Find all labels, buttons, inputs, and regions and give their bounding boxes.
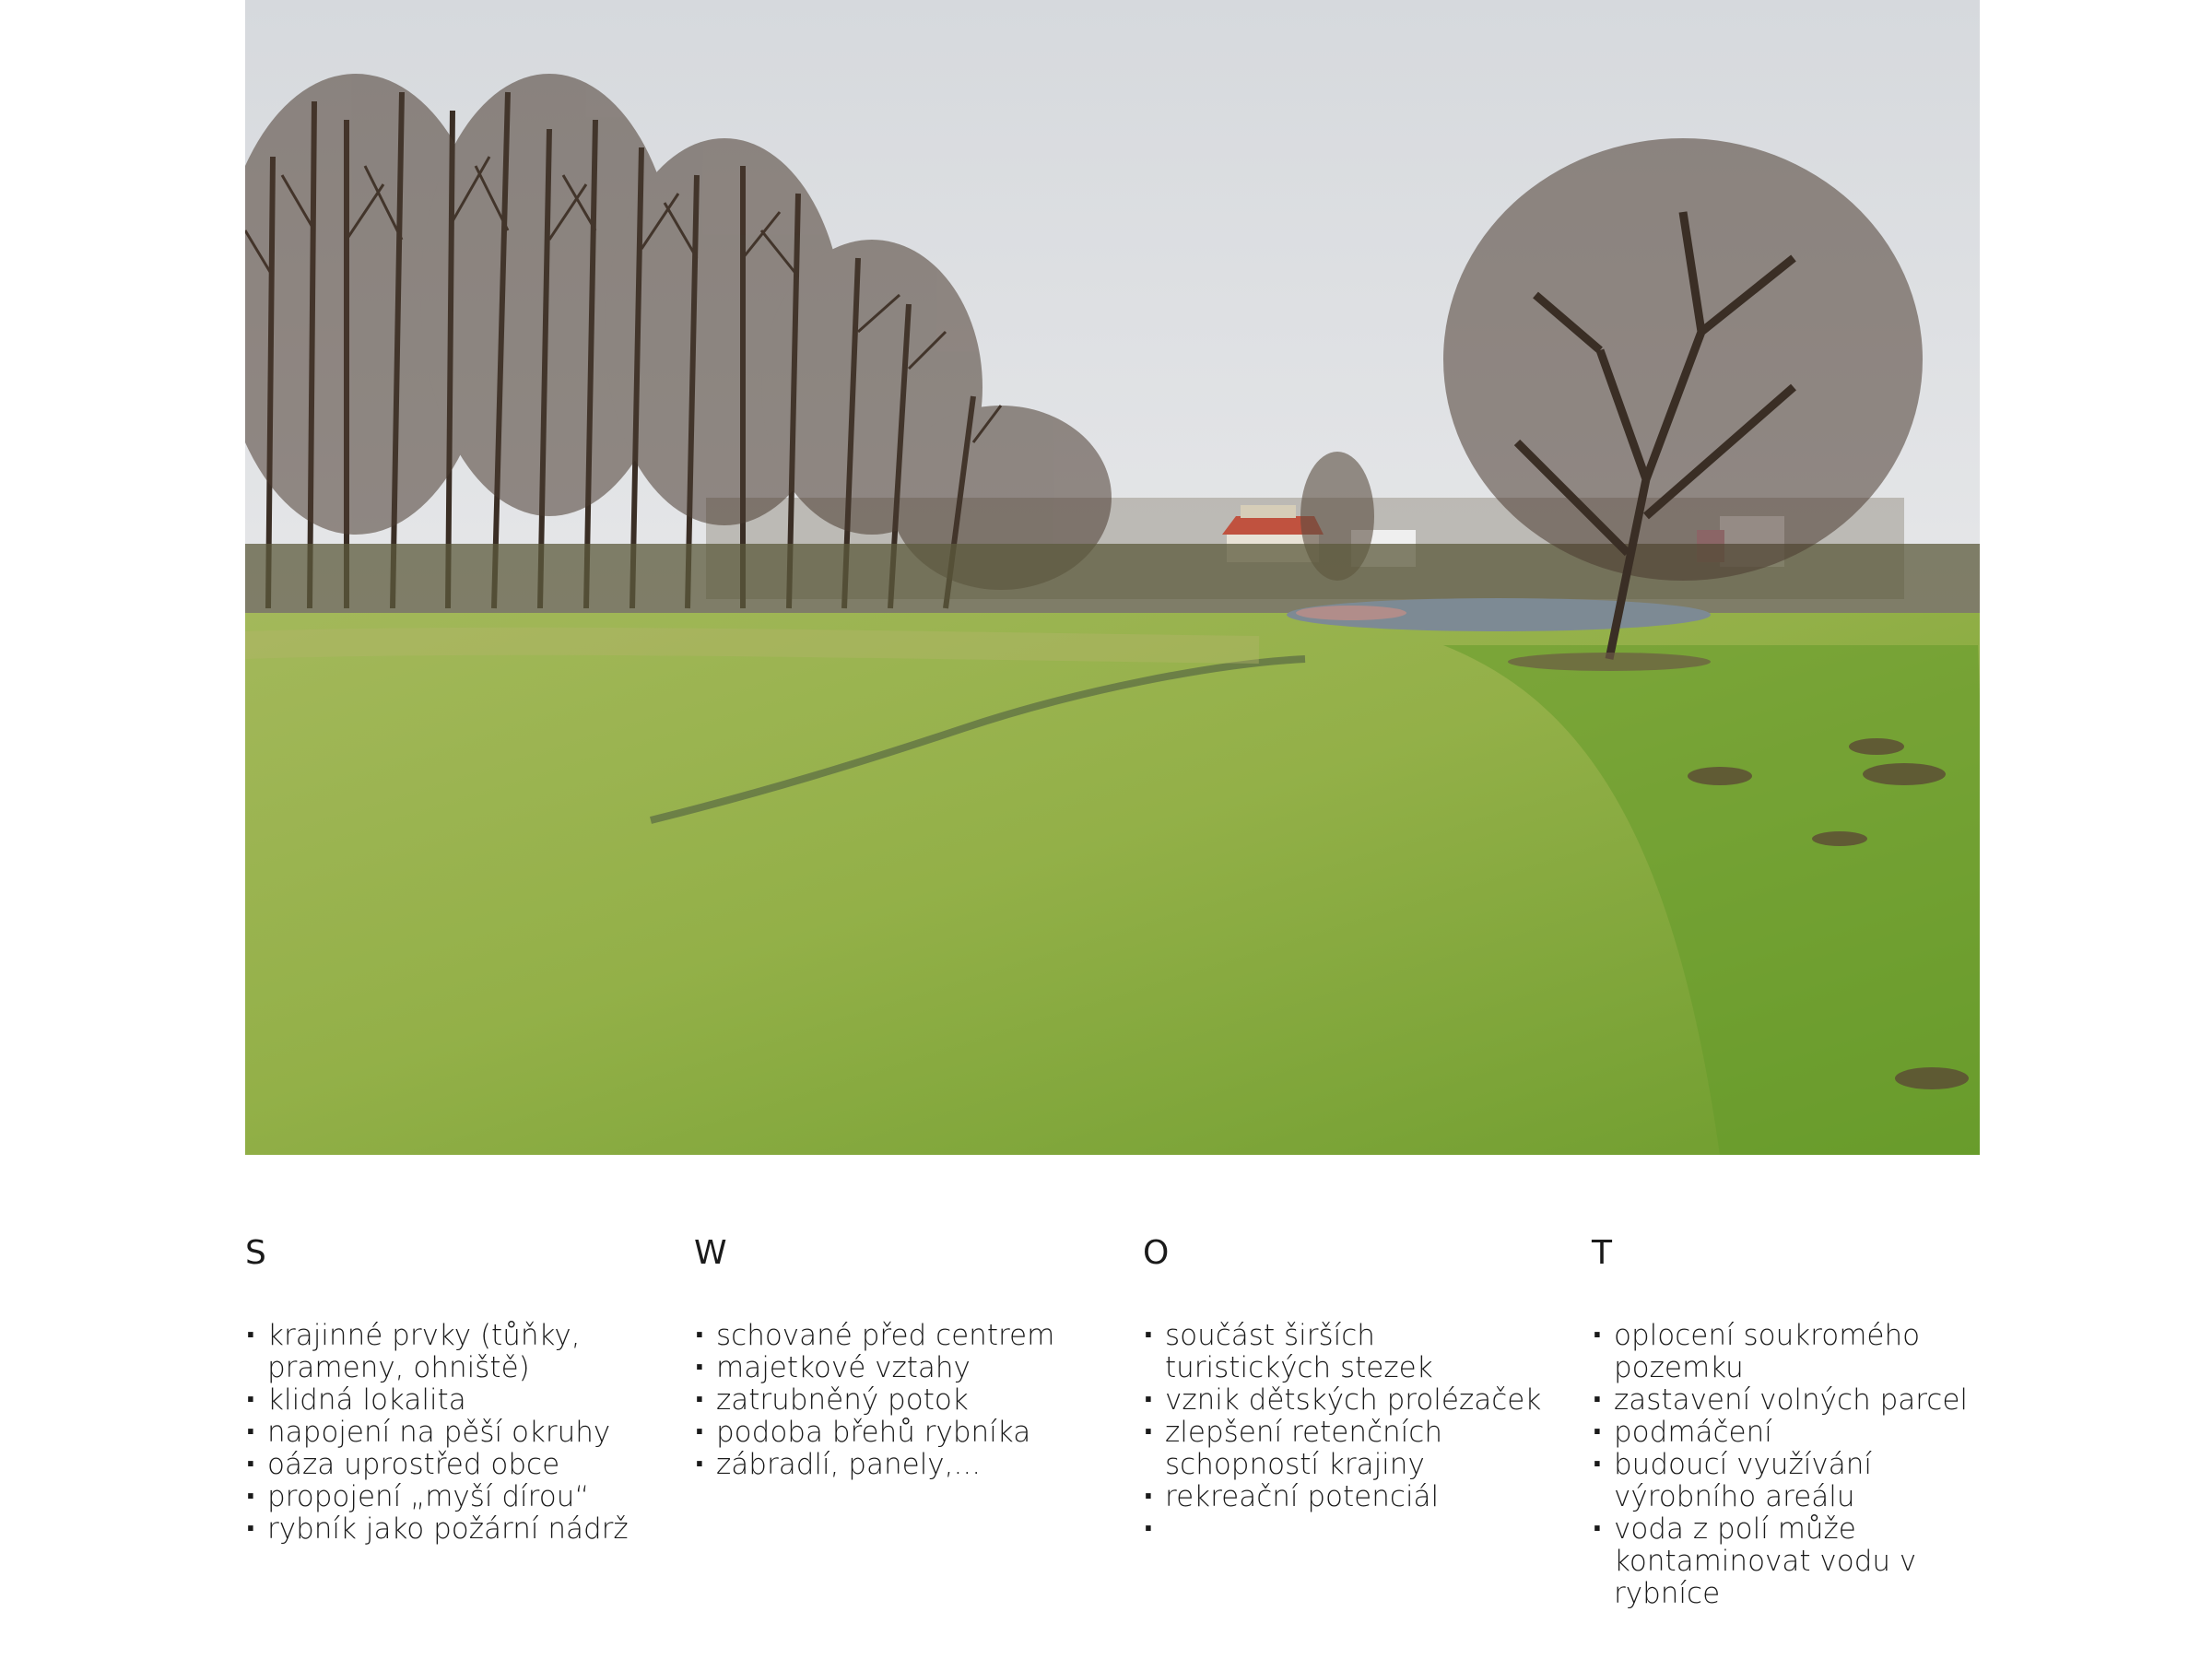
landscape-photo (245, 0, 1980, 1155)
swot-opportunities (1143, 1226, 1548, 1546)
list-item: · oplocení soukromého pozemku (1592, 1320, 1997, 1384)
list-item: · rekreační potenciál (1143, 1481, 1548, 1513)
list-item: · krajinné prvky (tůňky, prameny, ohniště) (245, 1320, 651, 1384)
swot-letter-o: O (1143, 1234, 1171, 1272)
list-item: · rybník jako požární nádrž (245, 1513, 651, 1546)
photo-canvas (245, 0, 1980, 1155)
list-item: · klidná lokalita (245, 1384, 651, 1417)
list-item: · voda z polí může kontaminovat vodu v rybníce (1592, 1513, 1997, 1610)
list-item: · schované před centrem (694, 1320, 1100, 1352)
list-item: · napojení na pěší okruhy (245, 1417, 651, 1449)
list-item: · oáza uprostřed obce (245, 1449, 651, 1481)
list-item: · budoucí využívání výrobního areálu (1592, 1449, 1997, 1513)
list-item: · zastavení volných parcel (1592, 1384, 1997, 1417)
list-item: · součást širších turistických stezek (1143, 1320, 1548, 1384)
list-item (1143, 1513, 1548, 1546)
swot-letter-s: S (245, 1234, 267, 1272)
list-item: · podmáčení (1592, 1417, 1997, 1449)
list-item: · zábradlí, panely,... (694, 1449, 1100, 1481)
list-item: · zatrubněný potok (694, 1384, 1100, 1417)
opportunities-list (1143, 1320, 1548, 1546)
strengths-list (245, 1320, 651, 1546)
list-item: · vznik dětských prolézaček (1143, 1384, 1548, 1417)
swot-threats (1592, 1226, 1997, 1610)
list-item: · podoba břehů rybníka (694, 1417, 1100, 1449)
swot-weaknesses (694, 1226, 1100, 1481)
list-item: · zlepšení retenčních schopností krajiny (1143, 1417, 1548, 1481)
weaknesses-list (694, 1320, 1100, 1481)
list-item: · majetkové vztahy (694, 1352, 1100, 1384)
threats-list (1592, 1320, 1997, 1610)
list-item: · propojení „myší dírou“ (245, 1481, 651, 1513)
swot-strengths (245, 1226, 651, 1546)
swot-analysis (245, 1226, 1980, 1631)
swot-letter-t: T (1592, 1234, 1613, 1272)
swot-letter-w: W (694, 1234, 728, 1272)
